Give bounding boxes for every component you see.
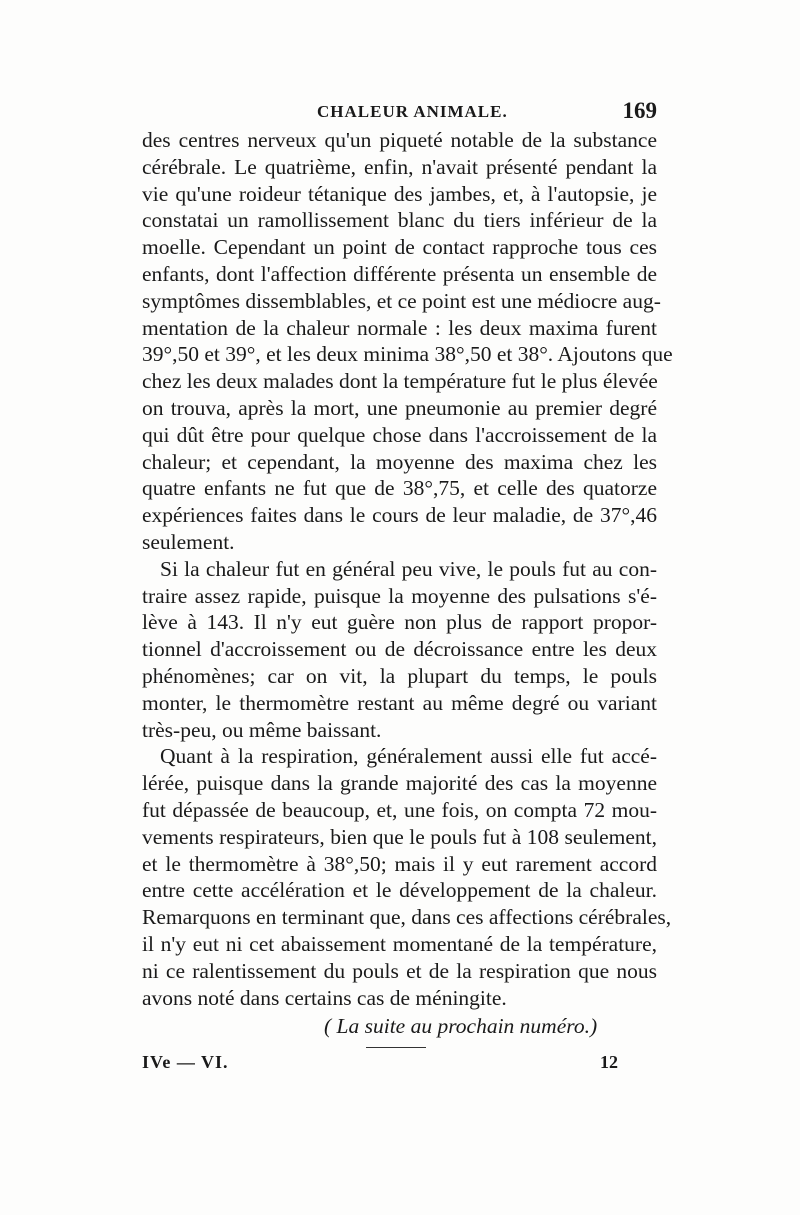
- text-line: entre cette accélération et le développement de la chaleur.: [142, 878, 657, 903]
- signature-mark: IVe — VI.: [142, 1052, 229, 1072]
- page-header: [142, 98, 657, 128]
- text-line: constatai un ramollissement blanc du tiers inférieur de la: [142, 208, 657, 233]
- text-line: vie qu'une roideur tétanique des jambes, et, à l'autopsie, je: [142, 181, 657, 206]
- body-text: [142, 127, 673, 1011]
- running-title: CHALEUR ANIMALE.: [317, 102, 508, 121]
- text-line: Remarquons en terminant que, dans ces affections cérébrales,: [142, 905, 672, 930]
- text-line: des centres nerveux qu'un piqueté notable de la substance: [142, 128, 657, 152]
- text-line: fut dépassée de beaucoup, et, une fois, on compta 72 mou-: [142, 797, 657, 822]
- text-line: mentation de la chaleur normale : les deux maxima furent: [142, 315, 657, 340]
- text-line: 39°,50 et 39°, et les deux minima 38°,50 et 38°. Ajoutons que: [142, 342, 673, 367]
- text-line: et le thermomètre à 38°,50; mais il y eut rarement accord: [142, 851, 657, 876]
- text-line: avons noté dans certains cas de méningite.: [142, 985, 507, 1010]
- text-line: Quant à la respiration, généralement aussi elle fut accé-: [160, 744, 657, 769]
- text-line: il n'y eut ni cet abaissement momentané de la température,: [142, 931, 657, 956]
- text-line: phénomènes; car on vit, la plupart du temps, le pouls: [142, 663, 657, 688]
- page-number: 169: [622, 98, 657, 123]
- signature-number: 12: [600, 1052, 618, 1072]
- text-line: Si la chaleur fut en général peu vive, le pouls fut au con-: [160, 556, 657, 581]
- text-line: très-peu, ou même baissant.: [142, 717, 382, 742]
- text-line: cérébrale. Le quatrième, enfin, n'avait présenté pendant la: [142, 154, 657, 179]
- text-line: on trouva, après la mort, une pneumonie au premier degré: [142, 395, 657, 420]
- text-line: monter, le thermomètre restant au même degré ou variant: [142, 690, 657, 715]
- continuation-text: ( La suite au prochain numéro.): [324, 1014, 598, 1038]
- text-line: seulement.: [142, 529, 235, 554]
- text-line: ni ce ralentissement du pouls et de la respiration que nous: [142, 958, 657, 983]
- text-line: symptômes dissemblables, et ce point est une médiocre aug-: [142, 288, 661, 313]
- page-footer: [142, 1052, 618, 1078]
- text-line: quatre enfants ne fut que de 38°,75, et celle des quatorze: [142, 476, 657, 501]
- text-line: lérée, puisque dans la grande majorité des cas la moyenne: [142, 771, 657, 796]
- text-line: qui dût être pour quelque chose dans l'accroissement de la: [142, 422, 657, 447]
- text-line: enfants, dont l'affection différente présenta un ensemble de: [142, 261, 657, 286]
- text-line: chez les deux malades dont la température fut le plus élevée: [142, 369, 658, 394]
- text-line: chaleur; et cependant, la moyenne des maxima chez les: [142, 449, 657, 474]
- text-line: vements respirateurs, bien que le pouls fut à 108 seulement,: [142, 824, 657, 849]
- footer-rule: [366, 1047, 426, 1048]
- text-line: traire assez rapide, puisque la moyenne des pulsations s'é-: [142, 583, 657, 608]
- text-line: expériences faites dans le cours de leur maladie, de 37°,46: [142, 503, 657, 528]
- text-line: lève à 143. Il n'y eut guère non plus de rapport propor-: [142, 610, 657, 635]
- text-line: moelle. Cependant un point de contact rapproche tous ces: [142, 235, 657, 260]
- text-line: tionnel d'accroissement ou de décroissance entre les deux: [142, 637, 657, 662]
